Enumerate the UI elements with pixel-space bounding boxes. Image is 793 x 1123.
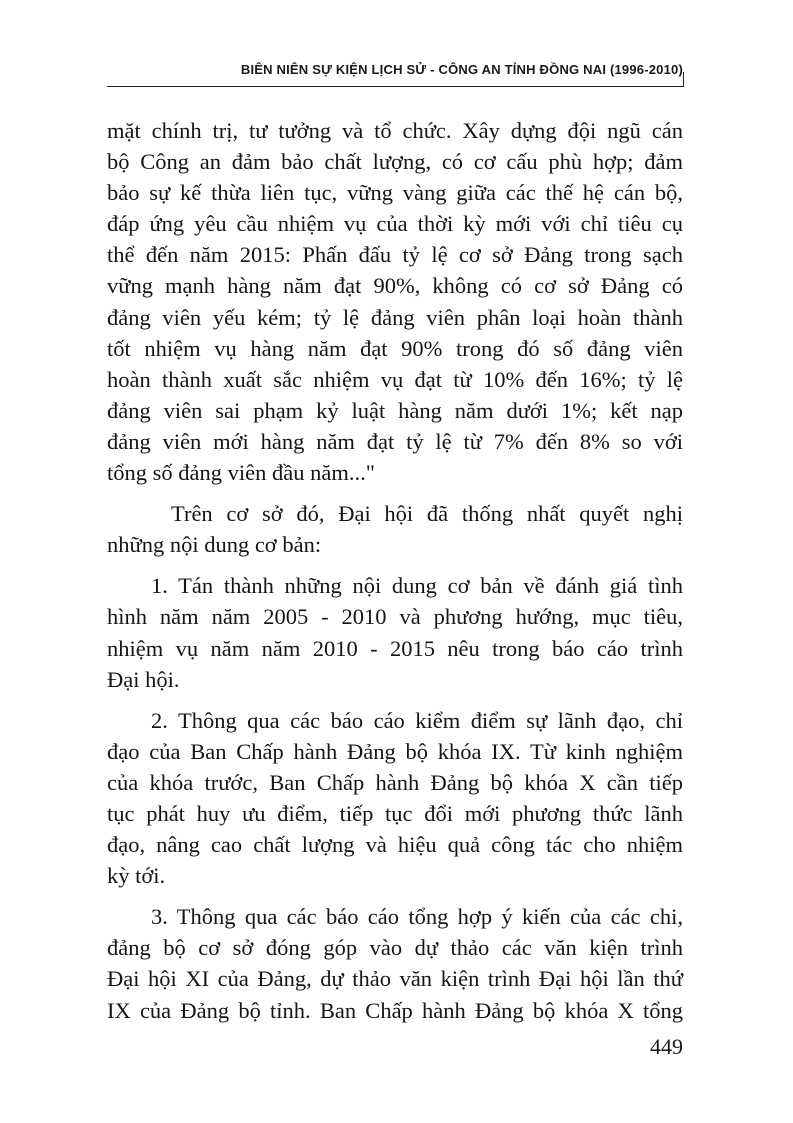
text-line: Đại hội.	[107, 666, 180, 692]
header-corner-tick	[683, 72, 684, 87]
text-line: đạo của Ban Chấp hành Đảng bộ khóa IX. Từ kinh nghiệm	[107, 738, 683, 764]
text-line: hoàn thành xuất sắc nhiệm vụ đạt từ 10% đến 16%; tỷ lệ	[107, 366, 683, 392]
paragraph	[107, 115, 683, 488]
paragraph	[107, 705, 683, 892]
text-line: những nội dung cơ bản:	[107, 532, 322, 558]
text-line: 1. Tán thành những nội dung cơ bản về đánh giá tình	[151, 573, 683, 599]
text-line: bộ Công an đảm bảo chất lượng, có cơ cấu phù hợp; đảm	[107, 149, 683, 175]
text-line: đáp ứng yêu cầu nhiệm vụ của thời kỳ mới với chỉ tiêu cụ	[107, 211, 683, 237]
paragraph	[107, 498, 683, 560]
paragraph	[107, 570, 683, 694]
text-line: mặt chính trị, tư tưởng và tổ chức. Xây dựng đội ngũ cán	[107, 118, 683, 143]
text-line: thể đến năm 2015: Phấn đấu tỷ lệ cơ sở Đảng trong sạch	[107, 242, 683, 268]
body-text	[107, 115, 683, 1026]
text-line: đảng bộ cơ sở đóng góp vào dự thảo các văn kiện trình	[107, 935, 683, 961]
text-line: 2. Thông qua các báo cáo kiểm điểm sự lãnh đạo, chỉ	[151, 707, 683, 733]
text-line: 3. Thông qua các báo cáo tổng hợp ý kiến của các chi,	[151, 904, 683, 930]
text-line: tổng số đảng viên đầu năm..."	[107, 460, 375, 486]
text-line: đảng viên mới hàng năm đạt tỷ lệ từ 7% đến 8% so với	[107, 428, 683, 454]
running-header	[107, 62, 683, 92]
text-line: kỳ tới.	[107, 863, 166, 889]
running-title: BIÊN NIÊN SỰ KIỆN LỊCH SỬ - CÔNG AN TỈNH ĐỒNG NAI (1996-2010)	[240, 62, 683, 77]
text-line: Đại hội XI của Đảng, dự thảo văn kiện trình Đại hội lần thứ	[107, 966, 683, 992]
header-rule	[107, 86, 683, 87]
text-line: bảo sự kế thừa liên tục, vững vàng giữa các thế hệ cán bộ,	[107, 180, 683, 206]
page-number: 449	[650, 1034, 683, 1059]
text-line: tốt nhiệm vụ hàng năm đạt 90% trong đó số đảng viên	[107, 335, 683, 361]
text-line: IX của Đảng bộ tỉnh. Ban Chấp hành Đảng bộ khóa X tổng	[107, 997, 683, 1023]
text-line: đảng viên sai phạm kỷ luật hàng năm dưới 1%; kết nạp	[107, 397, 683, 423]
text-line: nhiệm vụ năm năm 2010 - 2015 nêu trong báo cáo trình	[107, 635, 683, 661]
text-line: hình năm năm 2005 - 2010 và phương hướng, mục tiêu,	[107, 604, 683, 630]
text-line: tục phát huy ưu điểm, tiếp tục đổi mới phương thức lãnh	[107, 800, 683, 826]
text-line: đảng viên yếu kém; tỷ lệ đảng viên phân loại hoàn thành	[107, 304, 683, 330]
paragraph	[107, 901, 683, 1025]
text-line: Trên cơ sở đó, Đại hội đã thống nhất quyết nghị	[171, 501, 683, 527]
text-line: vững mạnh hàng năm đạt 90%, không có cơ sở Đảng có	[107, 273, 683, 299]
text-line: đạo, nâng cao chất lượng và hiệu quả công tác cho nhiệm	[107, 832, 683, 858]
text-line: của khóa trước, Ban Chấp hành Đảng bộ khóa X cần tiếp	[107, 769, 683, 795]
